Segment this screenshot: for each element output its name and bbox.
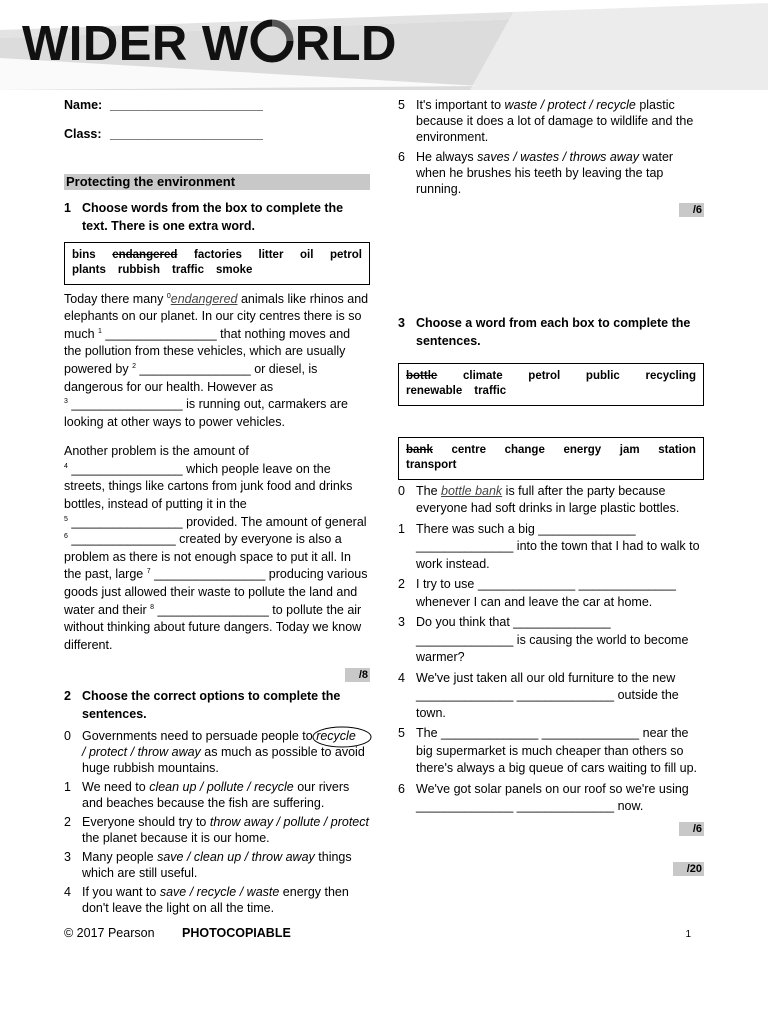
header-banner — [0, 0, 768, 90]
footer — [64, 925, 704, 943]
word-box-item: smoke — [216, 264, 253, 277]
word-box-row — [72, 248, 362, 264]
task2-items — [64, 728, 370, 916]
word-box-item: transport — [406, 459, 457, 472]
word-box-item: station — [658, 443, 696, 456]
task3-items — [398, 483, 704, 816]
word-box-item: petrol — [528, 369, 561, 382]
answer-gap-3[interactable]: ________________ — [67, 397, 183, 412]
brand-text-part1: WIDER W — [22, 17, 249, 71]
option-choices[interactable]: save / clean up / throw away — [157, 849, 315, 864]
answer-gap-7[interactable]: ________________ — [150, 567, 266, 582]
task2-item-4: 4 If you want to save / recycle / waste energy then don't leave the light on all the time. — [64, 884, 349, 915]
answer-gap-4[interactable]: ________________ — [67, 461, 183, 476]
word-box-item-used: bank — [406, 443, 433, 456]
task3-instruction: Choose a word from each box to complete the sentences. — [416, 316, 691, 348]
task3-item-6: 6 We've got solar panels on our roof so we're using ______________ ______________ now. — [398, 781, 704, 816]
word-box-item-used: bottle — [406, 369, 438, 382]
photocopiable-label: PHOTOCOPIABLE — [182, 926, 291, 940]
task3-item-4: 4 We've just taken all our old furniture to the new ______________ ______________ outside the town. — [398, 670, 704, 723]
word-box-item: bins — [72, 248, 96, 261]
task3-item-5: 5 The ______________ ______________ near the big supermarket is much cheaper than others so there's always a big queue of cars waiting to fill up. — [398, 725, 704, 778]
example-answer: endangered — [170, 291, 238, 306]
task2-instruction: Choose the correct options to complete the sentences. — [82, 689, 341, 722]
task1-score: /8 — [64, 668, 370, 682]
answer-gap-2[interactable]: ________________ — [136, 361, 251, 376]
word-box-row — [406, 443, 696, 459]
fill-in-sentence[interactable]: There was such a big ______________ ______________ into the town that I had to walk to work instead. — [416, 521, 700, 571]
option-choices[interactable]: clean up / pollute / recycle — [149, 779, 294, 794]
word-box-row — [406, 369, 696, 385]
task2-item-2: 2 Everyone should try to throw away / pollute / protect the planet because it is our home. — [64, 814, 369, 845]
circled-answer: recycle — [316, 729, 356, 743]
answer-gap-6[interactable]: _______________ — [67, 532, 176, 547]
task3-heading — [398, 315, 704, 351]
task2-number: 2 — [64, 689, 71, 704]
task2-item-1: 1 We need to clean up / pollute / recycle our rivers and beaches because the fish are suffering. — [64, 779, 350, 810]
fill-in-sentence[interactable]: We've just taken all our old furniture to the new ______________ ______________ outside the town. — [416, 670, 679, 720]
word-box-item: traffic — [474, 385, 507, 398]
fill-in-sentence[interactable]: Do you think that ______________ ______________ is causing the world to become warmer? — [416, 615, 689, 665]
task2-item-0: 0 Governments need to persuade people to recycle / protect / throw away as much as possible to avoid huge rubbish mountains. — [64, 728, 370, 776]
word-box-row — [406, 458, 696, 474]
word-box-item: climate — [462, 369, 503, 382]
word-box-item: factories — [193, 248, 242, 261]
fill-in-sentence[interactable]: The ______________ ______________ near the big supermarket is much cheaper than others so there's always a big queue of cars waiting to fill up. — [416, 726, 698, 776]
word-box-item: centre — [451, 443, 486, 456]
page-number: 1 — [685, 929, 691, 940]
word-box-item: petrol — [330, 248, 362, 261]
word-box-row — [72, 263, 362, 279]
task2-score: /6 — [398, 203, 704, 217]
brand-o-ring-icon — [250, 19, 294, 63]
brand-logo — [22, 16, 397, 69]
class-field[interactable] — [64, 126, 370, 155]
example-answer: bottle bank — [441, 483, 503, 498]
copyright: © 2017 Pearson — [64, 926, 155, 940]
word-box-item: oil — [300, 248, 314, 261]
answer-gap-1[interactable]: ________________ — [101, 326, 217, 341]
name-label: Name: — [64, 98, 103, 112]
word-box-item: public — [585, 369, 620, 382]
word-box-item: change — [504, 443, 545, 456]
answer-gap-8[interactable]: ________________ — [154, 602, 269, 617]
word-box-item: traffic — [172, 264, 204, 277]
option-choices[interactable]: waste / protect / recycle — [504, 98, 636, 112]
total-score: /20 — [398, 862, 704, 876]
brand-text-part2: RLD — [294, 17, 397, 71]
name-field[interactable] — [64, 97, 370, 126]
task3-item-2: 2 I try to use ______________ ______________ whenever I can and leave the car at home. — [398, 576, 704, 611]
option-choices[interactable]: throw away / pollute / protect — [209, 814, 369, 829]
task2-items-continued — [398, 97, 704, 197]
task3-item-0: 0 The bottle bank is full after the party because everyone had soft drinks in large plastic bottles. — [398, 483, 680, 516]
answer-gap-5[interactable]: ________________ — [67, 514, 183, 529]
task2-item-3: 3 Many people save / clean up / throw away things which are still useful. — [64, 849, 352, 880]
task2-heading — [64, 688, 370, 724]
word-box-item: rubbish — [117, 264, 161, 277]
left-column — [64, 97, 370, 916]
word-box-item: recycling — [645, 369, 696, 382]
task2-item-5: 5 It's important to waste / protect / recycle plastic because it does a lot of damage to wildlife and the environment. — [398, 98, 694, 144]
fill-in-sentence[interactable]: We've got solar panels on our roof so we're using ______________ ______________ now. — [416, 781, 689, 814]
task3-word-box-2 — [398, 437, 704, 480]
option-choices[interactable]: save / recycle / waste — [159, 884, 280, 899]
task3-number: 3 — [398, 316, 405, 330]
task2-item-6: 6 He always saves / wastes / throws away water when he brushes his teeth by leaving the tap running. — [398, 150, 674, 196]
option-choices[interactable]: / protect / throw away — [82, 744, 201, 759]
word-box-item: energy — [563, 443, 602, 456]
fill-in-sentence[interactable]: I try to use ______________ ______________ whenever I can and leave the car at home. — [416, 577, 676, 609]
word-box-row — [406, 384, 696, 400]
answer-circle-icon — [311, 725, 373, 749]
option-choices[interactable]: saves / wastes / throws away — [477, 150, 640, 164]
class-line[interactable]: ______________________ — [110, 127, 263, 141]
word-box-item: litter — [258, 248, 284, 261]
task1-number: 1 — [64, 201, 71, 215]
task3-item-1: 1 There was such a big ______________ ______________ into the town that I had to walk to work instead. — [398, 521, 704, 574]
word-box-item: jam — [619, 443, 640, 456]
right-column — [398, 97, 704, 876]
word-box-item: plants — [72, 264, 106, 277]
task1-instruction: Choose words from the box to complete the text. There is one extra word. — [82, 201, 344, 233]
name-line[interactable]: ______________________ — [110, 98, 263, 112]
task1-paragraph-2: Another problem is the amount of $^4$ ________________ which people leave on the streets, things like cartons from junk food and drinks bottles, instead of putting it in the $^5$ ________________ provided. The amount of general $^6$ _______________ created by everyone is also a problem as there is not enough space to put it all. In the past, large $^7$ ________________ producing various goods just allowed their waste to pollute the land and water and their $^8$ ________________ to pollute the air without thinking about future dangers. Today we know different. — [64, 444, 368, 652]
task1-word-box — [64, 242, 370, 285]
section-title: Protecting the environment — [64, 174, 370, 190]
task3-item-3: 3 Do you think that ______________ ______________ is causing the world to become warmer? — [398, 614, 704, 667]
task1-paragraph-1: Today there many $^0$endangered animals like rhinos and elephants on our planet. In our city centres there is so much $^1$ ________________ that nothing moves and the pollution from these vehicles, which are usually powered by $^2$ ________________ or diesel, is dangerous for our health. However as $^3$ ________________ is running out, carmakers are looking at other ways to power vehicles. — [64, 291, 369, 429]
task3-score: /6 — [398, 822, 704, 836]
word-box-item: renewable — [406, 385, 463, 398]
word-box-item-used: endangered — [112, 248, 178, 261]
task1-heading — [64, 200, 370, 236]
task3-word-box-1 — [398, 363, 704, 406]
class-label: Class: — [64, 127, 102, 141]
